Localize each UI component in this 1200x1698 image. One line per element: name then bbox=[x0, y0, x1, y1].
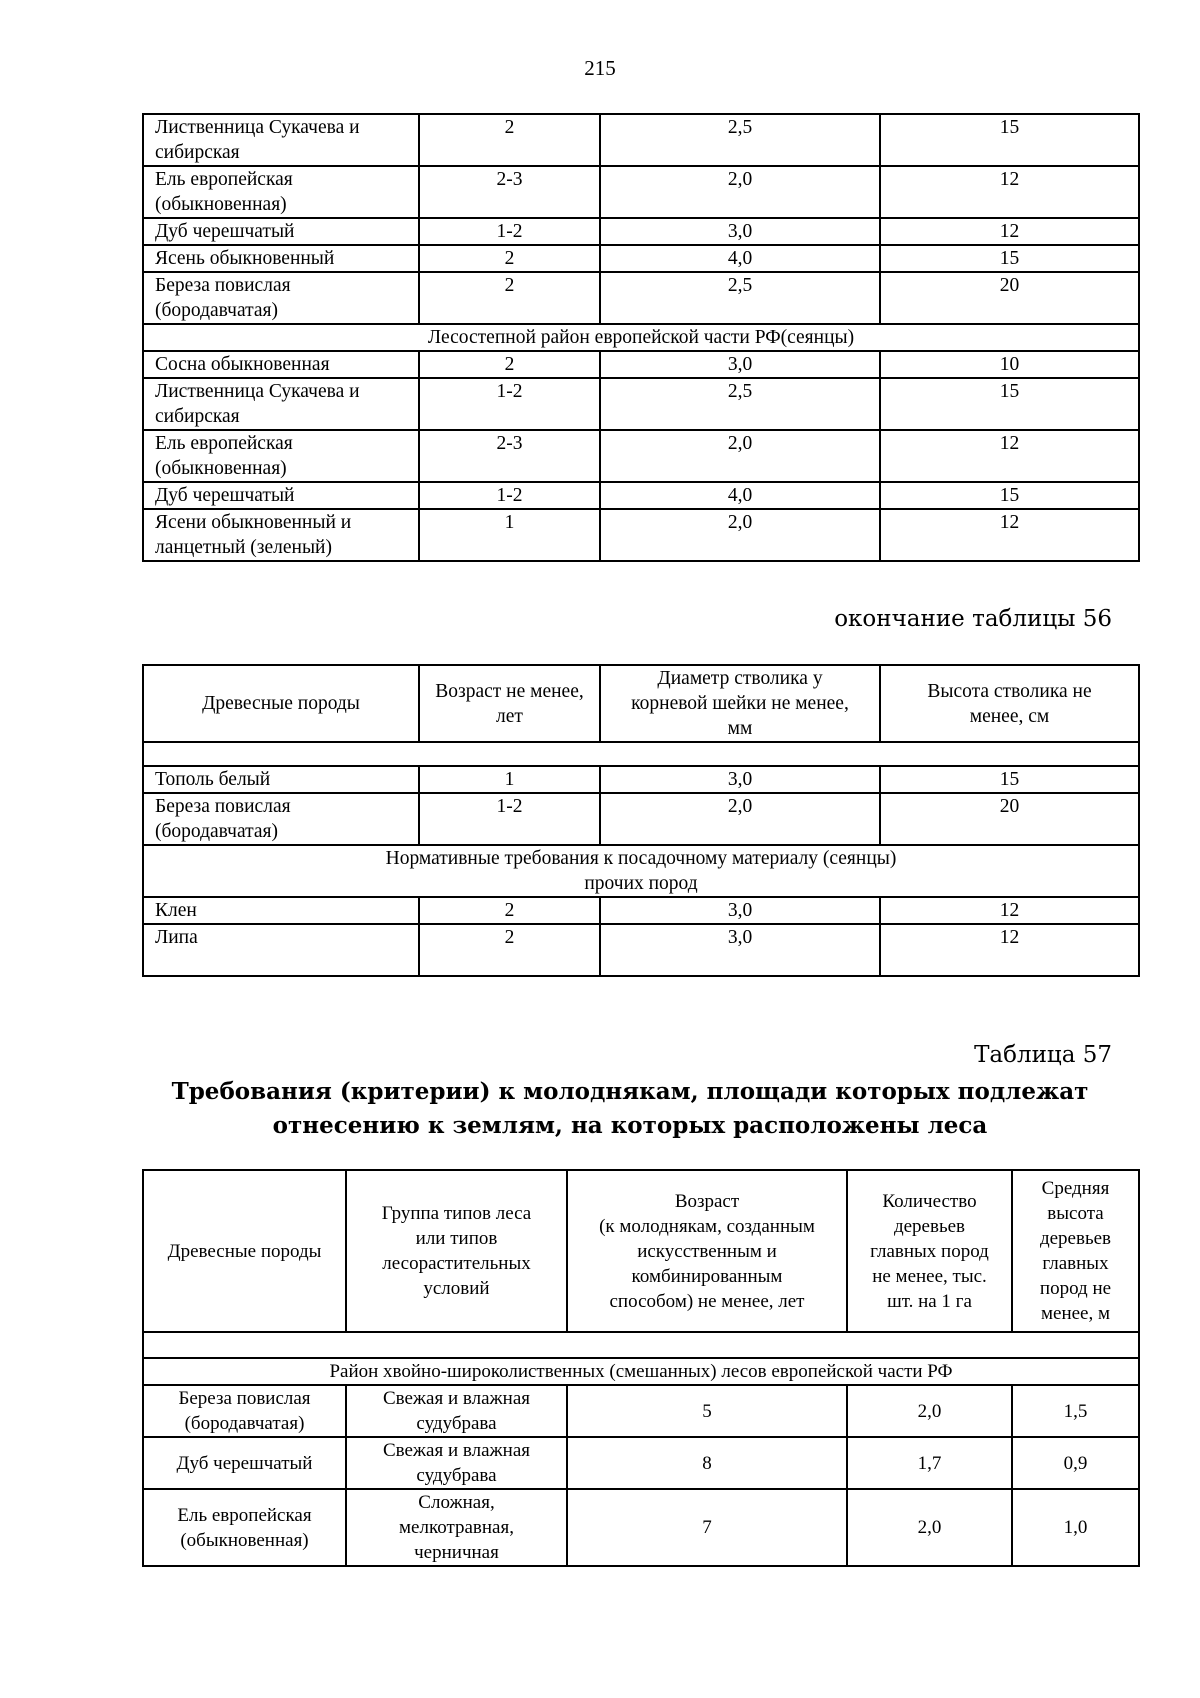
table-row bbox=[143, 793, 1139, 845]
species-cell bbox=[143, 509, 419, 561]
diameter-cell: 4,0 bbox=[600, 245, 880, 272]
height-cell: 12 bbox=[880, 166, 1139, 218]
cell-line: ланцетный (зеленый) bbox=[155, 537, 332, 558]
table-row bbox=[143, 1489, 1139, 1566]
height-cell: 12 bbox=[880, 924, 1139, 976]
header-cell bbox=[880, 665, 1139, 742]
cell-line: (бородавчатая) bbox=[184, 1413, 305, 1434]
cell-line: Ель европейская bbox=[177, 1504, 312, 1526]
cell-line: менее, см bbox=[969, 705, 1050, 727]
cell-line: Сосна обыкновенная bbox=[155, 354, 330, 375]
age-cell: 2 bbox=[419, 897, 600, 924]
cell-line: Средняя bbox=[1041, 1178, 1110, 1199]
cell-line: Нормативные требования к посадочному материалу (сеянцы) bbox=[385, 848, 897, 869]
header-row bbox=[143, 665, 1139, 742]
species-cell bbox=[143, 924, 419, 976]
diameter-cell: 2,0 bbox=[600, 793, 880, 845]
height-cell: 15 bbox=[880, 245, 1139, 272]
cell-line: Ясени обыкновенный и bbox=[155, 512, 352, 533]
cell-line: Диаметр стволика у bbox=[657, 668, 823, 689]
cell-line: Количество bbox=[882, 1190, 977, 1212]
height-cell: 1,0 bbox=[1012, 1489, 1139, 1566]
blank-row bbox=[143, 1332, 1139, 1358]
table-57-label: Таблица 57 bbox=[974, 1042, 1112, 1068]
age-cell: 2 bbox=[419, 245, 600, 272]
cell-line: (обыкновенная) bbox=[180, 1529, 309, 1551]
height-cell: 12 bbox=[880, 897, 1139, 924]
header-cell bbox=[847, 1170, 1012, 1332]
table-row bbox=[143, 114, 1139, 166]
cell-line: Липа bbox=[155, 927, 198, 948]
cell-line: мелкотравная, bbox=[399, 1517, 514, 1538]
cell-line: Сложная, bbox=[418, 1492, 495, 1513]
age-cell: 2-3 bbox=[419, 166, 600, 218]
diameter-cell: 2,0 bbox=[600, 166, 880, 218]
cell-line: Дуб черешчатый bbox=[155, 485, 295, 506]
species-cell bbox=[143, 218, 419, 245]
cell-line: шт. на 1 га bbox=[887, 1290, 972, 1312]
cell-line: Клен bbox=[155, 900, 197, 921]
cell-line: Ясень обыкновенный bbox=[155, 248, 335, 269]
age-cell: 1-2 bbox=[419, 378, 600, 430]
species-cell bbox=[143, 1489, 346, 1566]
height-cell: 15 bbox=[880, 378, 1139, 430]
table-row bbox=[143, 218, 1139, 245]
cell-line: Высота стволика не bbox=[927, 680, 1092, 702]
table-56-end bbox=[142, 664, 1140, 977]
table-row bbox=[143, 272, 1139, 324]
cell-line: Древесные породы bbox=[202, 693, 360, 714]
species-cell bbox=[143, 793, 419, 845]
cell-line: менее, м bbox=[1040, 1303, 1110, 1324]
species-cell bbox=[143, 166, 419, 218]
cell-line: главных bbox=[1042, 1253, 1109, 1274]
cell-line: лесорастительных bbox=[382, 1253, 531, 1274]
height-cell: 1,5 bbox=[1012, 1385, 1139, 1437]
page-number: 215 bbox=[584, 56, 616, 80]
height-cell: 10 bbox=[880, 351, 1139, 378]
count-cell: 1,7 bbox=[847, 1437, 1012, 1489]
cell-line: корневой шейки не менее, bbox=[631, 693, 849, 714]
cell-line: Возраст bbox=[674, 1190, 740, 1212]
cell-line: Древесные породы bbox=[167, 1240, 322, 1262]
cell-line: Береза повислая bbox=[178, 1388, 311, 1409]
diameter-cell: 3,0 bbox=[600, 924, 880, 976]
species-cell bbox=[143, 482, 419, 509]
table-56-upper bbox=[142, 113, 1140, 562]
cell-line: условий bbox=[423, 1278, 490, 1299]
table-57 bbox=[142, 1169, 1140, 1567]
cell-line: комбинированным bbox=[631, 1265, 783, 1287]
cell-line: способом) не менее, лет bbox=[609, 1290, 805, 1312]
height-cell: 20 bbox=[880, 793, 1139, 845]
height-cell: 0,9 bbox=[1012, 1437, 1139, 1489]
cell-line: судубрава bbox=[416, 1413, 497, 1434]
cell-line: Лесостепной район европейской части РФ(сеянцы) bbox=[427, 327, 855, 348]
age-cell: 2 bbox=[419, 351, 600, 378]
cell-line: пород не bbox=[1039, 1278, 1112, 1299]
table-row bbox=[143, 482, 1139, 509]
table-row bbox=[143, 245, 1139, 272]
diameter-cell: 3,0 bbox=[600, 766, 880, 793]
age-cell: 1-2 bbox=[419, 218, 600, 245]
cell-line bbox=[155, 950, 418, 975]
table-row bbox=[143, 766, 1139, 793]
cell-line: Береза повислая bbox=[155, 275, 291, 296]
diameter-cell: 3,0 bbox=[600, 218, 880, 245]
cell-line: или типов bbox=[415, 1228, 498, 1249]
blank-cell bbox=[143, 1332, 1139, 1358]
diameter-cell: 2,5 bbox=[600, 378, 880, 430]
species-cell bbox=[143, 1437, 346, 1489]
cell-line: Свежая и влажная bbox=[382, 1440, 531, 1461]
table-row bbox=[143, 351, 1139, 378]
cell-line: не менее, тыс. bbox=[872, 1265, 987, 1287]
height-cell: 15 bbox=[880, 482, 1139, 509]
table-row bbox=[143, 1385, 1139, 1437]
diameter-cell: 4,0 bbox=[600, 482, 880, 509]
cell-line: черничная bbox=[414, 1542, 499, 1563]
height-cell: 15 bbox=[880, 766, 1139, 793]
cell-line: Тополь белый bbox=[155, 769, 271, 790]
cell-line: (бородавчатая) bbox=[155, 821, 278, 842]
cell-line: Лиственница Сукачева и bbox=[155, 117, 360, 138]
cell-line: (обыкновенная) bbox=[155, 194, 287, 215]
diameter-cell: 3,0 bbox=[600, 897, 880, 924]
header-cell bbox=[567, 1170, 847, 1332]
table-row bbox=[143, 378, 1139, 430]
diameter-cell: 3,0 bbox=[600, 351, 880, 378]
section-cell bbox=[143, 324, 1139, 351]
age-cell: 2 bbox=[419, 114, 600, 166]
cell-line: мм bbox=[727, 718, 753, 739]
height-cell: 20 bbox=[880, 272, 1139, 324]
species-cell bbox=[143, 378, 419, 430]
diameter-cell: 2,5 bbox=[600, 114, 880, 166]
species-cell bbox=[143, 272, 419, 324]
height-cell: 12 bbox=[880, 509, 1139, 561]
cell-line: судубрава bbox=[416, 1465, 497, 1486]
age-cell: 7 bbox=[567, 1489, 847, 1566]
species-cell bbox=[143, 1385, 346, 1437]
diameter-cell: 2,0 bbox=[600, 430, 880, 482]
age-cell: 5 bbox=[567, 1385, 847, 1437]
header-cell bbox=[419, 665, 600, 742]
height-cell: 12 bbox=[880, 430, 1139, 482]
species-cell bbox=[143, 351, 419, 378]
cell-line: искусственным и bbox=[637, 1240, 777, 1262]
age-cell: 1 bbox=[419, 766, 600, 793]
forest-type-cell bbox=[346, 1385, 567, 1437]
cell-line: Ель европейская bbox=[155, 169, 293, 190]
table-row bbox=[143, 430, 1139, 482]
species-cell bbox=[143, 897, 419, 924]
table-row bbox=[143, 924, 1139, 976]
table-row bbox=[143, 1437, 1139, 1489]
section-cell bbox=[143, 845, 1139, 897]
cell-line: главных пород bbox=[870, 1240, 989, 1262]
height-cell: 15 bbox=[880, 114, 1139, 166]
cell-line: Береза повислая bbox=[155, 796, 291, 817]
section-row bbox=[143, 845, 1139, 897]
count-cell: 2,0 bbox=[847, 1385, 1012, 1437]
header-cell bbox=[143, 1170, 346, 1332]
cell-line: Возраст не менее, bbox=[435, 680, 584, 702]
age-cell: 1 bbox=[419, 509, 600, 561]
table-57-title bbox=[0, 1075, 1200, 1143]
age-cell: 2-3 bbox=[419, 430, 600, 482]
height-cell: 12 bbox=[880, 218, 1139, 245]
header-cell bbox=[346, 1170, 567, 1332]
cell-line: деревьев bbox=[893, 1215, 966, 1237]
cell-line: сибирская bbox=[155, 142, 240, 163]
header-cell bbox=[1012, 1170, 1139, 1332]
cell-line: Группа типов леса bbox=[381, 1203, 532, 1224]
blank-row bbox=[143, 742, 1139, 766]
age-cell: 1-2 bbox=[419, 482, 600, 509]
age-cell: 2 bbox=[419, 272, 600, 324]
species-cell bbox=[143, 114, 419, 166]
cell-line: (к молоднякам, созданным bbox=[599, 1215, 815, 1237]
table-row bbox=[143, 509, 1139, 561]
cell-line: Ель европейская bbox=[155, 433, 293, 454]
species-cell bbox=[143, 430, 419, 482]
cell-line: деревьев bbox=[1039, 1228, 1112, 1249]
count-cell: 2,0 bbox=[847, 1489, 1012, 1566]
cell-line: Дуб черешчатый bbox=[155, 221, 295, 242]
cell-line: сибирская bbox=[155, 406, 240, 427]
species-cell bbox=[143, 766, 419, 793]
section-row bbox=[143, 324, 1139, 351]
diameter-cell: 2,5 bbox=[600, 272, 880, 324]
table-row bbox=[143, 166, 1139, 218]
forest-type-cell bbox=[346, 1437, 567, 1489]
age-cell: 8 bbox=[567, 1437, 847, 1489]
title-line: отнесению к землям, на которых расположены леса bbox=[272, 1112, 988, 1139]
continuation-label: окончание таблицы 56 bbox=[834, 606, 1112, 632]
title-line: Требования (критерии) к молоднякам, площади которых подлежат bbox=[171, 1078, 1089, 1105]
cell-line: высота bbox=[1047, 1203, 1104, 1224]
header-row bbox=[143, 1170, 1139, 1332]
forest-type-cell bbox=[346, 1489, 567, 1566]
cell-line: Свежая и влажная bbox=[382, 1388, 531, 1409]
age-cell: 2 bbox=[419, 924, 600, 976]
cell-line: прочих пород bbox=[584, 873, 698, 894]
cell-line: Дуб черешчатый bbox=[176, 1452, 313, 1474]
cell-line: (обыкновенная) bbox=[155, 458, 287, 479]
header-cell bbox=[143, 665, 419, 742]
cell-line: (бородавчатая) bbox=[155, 300, 278, 321]
header-cell bbox=[600, 665, 880, 742]
cell-line: Лиственница Сукачева и bbox=[155, 381, 360, 402]
cell-line: лет bbox=[496, 705, 523, 727]
section-cell bbox=[143, 1358, 1139, 1385]
species-cell bbox=[143, 245, 419, 272]
section-row bbox=[143, 1358, 1139, 1385]
cell-line: Район хвойно-широколиственных (смешанных) лесов европейской части РФ bbox=[329, 1361, 953, 1382]
diameter-cell: 2,0 bbox=[600, 509, 880, 561]
table-row bbox=[143, 897, 1139, 924]
blank-cell bbox=[143, 742, 1139, 766]
age-cell: 1-2 bbox=[419, 793, 600, 845]
